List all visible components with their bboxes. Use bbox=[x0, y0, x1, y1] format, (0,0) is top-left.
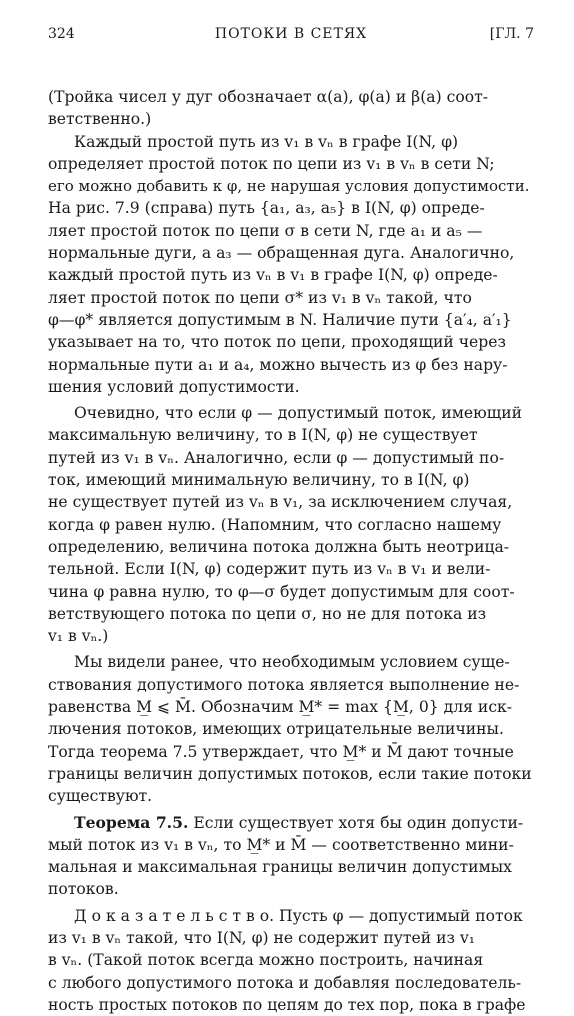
page-body bbox=[48, 86, 534, 1016]
text-line bbox=[48, 651, 534, 673]
text-line bbox=[48, 536, 534, 558]
text-line bbox=[48, 376, 534, 398]
text-line bbox=[48, 994, 534, 1016]
line-text: потоков. bbox=[48, 880, 119, 899]
text-line bbox=[48, 108, 534, 130]
line-text: максимальную величину, то в I(N, φ) не существует bbox=[48, 426, 478, 445]
line-text: границы величин допустимых потоков, если такие потоки bbox=[48, 764, 532, 783]
text-line bbox=[48, 905, 534, 927]
page-number: 324 bbox=[48, 26, 75, 42]
text-line bbox=[48, 131, 534, 153]
running-title: ПОТОКИ В СЕТЯХ bbox=[214, 26, 368, 42]
text-line bbox=[48, 242, 534, 264]
line-text: мальная и максимальная границы величин допустимых bbox=[48, 858, 512, 877]
line-text: нормальные дуги, а a₃ — обращенная дуга. Аналогично, bbox=[48, 244, 515, 263]
line-text: Каждый простой путь из v₁ в vₙ в графе I(N, φ) bbox=[74, 132, 459, 151]
text-line bbox=[48, 447, 534, 469]
line-text: ляет простой поток по цепи σ в сети N, где a₁ и a₅ — bbox=[48, 221, 483, 240]
line-text: φ—φ* является допустимым в N. Наличие пути {a′₄, a′₁} bbox=[48, 310, 512, 329]
text-line bbox=[48, 331, 534, 353]
line-text: v₁ в vₙ.) bbox=[48, 627, 109, 646]
text-line bbox=[48, 674, 534, 696]
text-line bbox=[48, 927, 534, 949]
line-text: ветственно.) bbox=[48, 110, 152, 129]
line-text: нормальные пути a₁ и a₄, можно вычесть из φ без нару- bbox=[48, 355, 508, 374]
line-text: указывает на то, что поток по цепи, проходящий через bbox=[48, 333, 506, 352]
text-line bbox=[48, 175, 534, 197]
text-line bbox=[48, 741, 534, 763]
text-line bbox=[48, 153, 534, 175]
text-line bbox=[48, 812, 534, 834]
text-line bbox=[48, 696, 534, 718]
line-text: в vₙ. (Такой поток всегда можно построить, начиная bbox=[48, 951, 484, 970]
text-line bbox=[48, 287, 534, 309]
text-line bbox=[48, 878, 534, 900]
line-text: ность простых потоков по цепям до тех пор, пока в графе bbox=[48, 995, 526, 1014]
line-text: равенства M̲ ⩽ M̄. Обозначим M̲* = max {M̲, 0} для иск- bbox=[48, 698, 513, 717]
text-line bbox=[48, 86, 534, 108]
line-text: путей из v₁ в vₙ. Аналогично, если φ — допустимый по- bbox=[48, 448, 505, 467]
text-line bbox=[48, 763, 534, 785]
text-line bbox=[48, 603, 534, 625]
line-text: мый поток из v₁ в vₙ, то M̲* и M̄ — соответственно мини- bbox=[48, 835, 514, 854]
chapter-label: [ГЛ. 7 bbox=[489, 26, 534, 42]
line-text: определяет простой поток по цепи из v₁ в vₙ в сети N; bbox=[48, 154, 495, 173]
line-text: чина φ равна нулю, то φ—σ будет допустимым для соот- bbox=[48, 582, 515, 601]
line-text: тельной. Если I(N, φ) содержит путь из vₙ в v₁ и вели- bbox=[48, 560, 491, 579]
line-text: его можно добавить к φ, не нарушая условия допустимости. bbox=[48, 177, 530, 196]
text-line bbox=[48, 264, 534, 286]
text-line bbox=[48, 469, 534, 491]
text-line bbox=[48, 491, 534, 513]
text-line bbox=[48, 625, 534, 647]
line-text: ляет простой поток по цепи σ* из v₁ в vₙ такой, что bbox=[48, 288, 472, 307]
line-text: ветствующего потока по цепи σ, но не для потока из bbox=[48, 604, 487, 623]
text-line bbox=[48, 834, 534, 856]
line-text: с любого допустимого потока и добавляя последователь- bbox=[48, 973, 522, 992]
line-text: из v₁ в vₙ такой, что I(N, φ) не содержит путей из v₁ bbox=[48, 928, 476, 947]
line-text: (Тройка чисел у дуг обозначает α(a), φ(a) и β(a) соот- bbox=[48, 88, 489, 106]
line-text: ток, имеющий минимальную величину, то в I(N, φ) bbox=[48, 471, 470, 490]
text-line bbox=[48, 856, 534, 878]
line-text: существуют. bbox=[48, 787, 153, 806]
line-text: ствования допустимого потока является выполнение не- bbox=[48, 675, 520, 694]
line-text: когда φ равен нулю. (Напомним, что согласно нашему bbox=[48, 515, 502, 534]
running-header bbox=[48, 26, 534, 46]
text-line bbox=[48, 785, 534, 807]
text-line bbox=[48, 581, 534, 603]
line-text: Очевидно, что если φ — допустимый поток, имеющий bbox=[74, 404, 522, 423]
line-text: не существует путей из vₙ в v₁, за исключением случая, bbox=[48, 493, 513, 512]
text-line bbox=[48, 424, 534, 446]
text-line bbox=[48, 949, 534, 971]
text-line bbox=[48, 558, 534, 580]
text-line bbox=[48, 220, 534, 242]
line-text: определению, величина потока должна быть неотрица- bbox=[48, 537, 510, 556]
text-line bbox=[48, 972, 534, 994]
line-text: Д о к а з а т е л ь с т в о. Пусть φ — допустимый поток bbox=[74, 906, 523, 925]
line-text: шения условий допустимости. bbox=[48, 377, 300, 396]
line-text: лючения потоков, имеющих отрицательные величины. bbox=[48, 720, 504, 739]
text-line bbox=[48, 514, 534, 536]
text-line bbox=[48, 718, 534, 740]
text-line bbox=[48, 309, 534, 331]
text-line bbox=[48, 402, 534, 424]
line-text: Мы видели ранее, что необходимым условием суще- bbox=[74, 653, 510, 672]
text-line bbox=[48, 354, 534, 376]
line-text: На рис. 7.9 (справа) путь {a₁, a₃, a₅} в I(N, φ) опреде- bbox=[48, 199, 485, 218]
text-line bbox=[48, 197, 534, 219]
line-text: Если существует хотя бы один допусти- bbox=[188, 813, 524, 832]
line-text: каждый простой путь из vₙ в v₁ в графе I(N, φ) опреде- bbox=[48, 266, 498, 285]
line-text: Тогда теорема 7.5 утверждает, что M̲* и M̄ дают точные bbox=[48, 742, 514, 761]
theorem-heading: Теорема 7.5. bbox=[74, 812, 189, 832]
